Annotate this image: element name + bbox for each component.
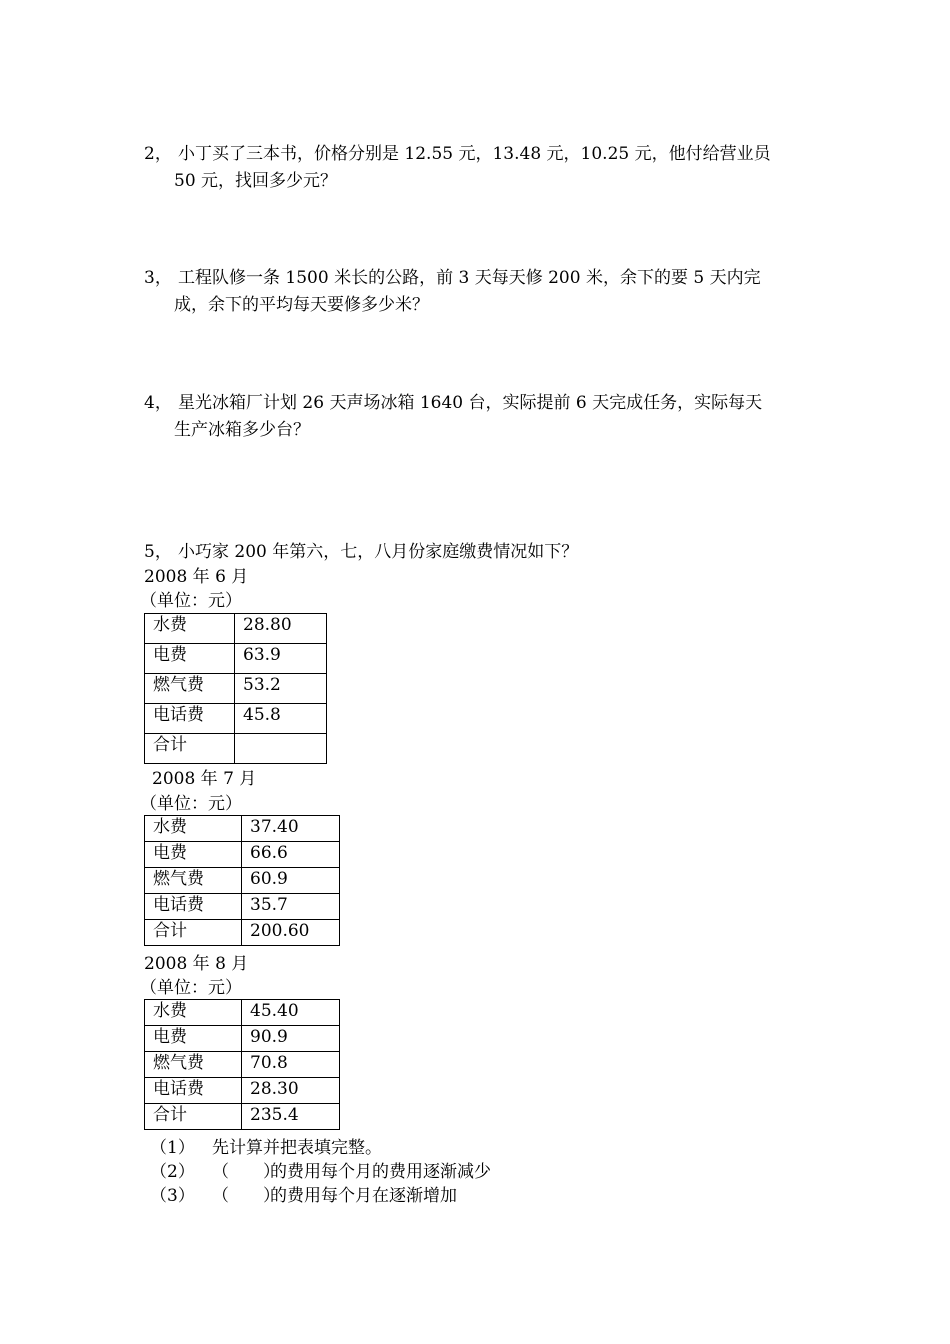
problem-text-line2: 生产冰箱多少台？ <box>174 420 310 440</box>
fee-value <box>235 734 327 764</box>
fee-value: 200.60 <box>242 920 340 946</box>
fee-value: 53.2 <box>235 674 327 704</box>
problem-2 <box>144 141 814 195</box>
fee-value: 37.40 <box>242 816 340 842</box>
fee-value: 60.9 <box>242 868 340 894</box>
problem-text: 小巧家 200 年第六，七，八月份家庭缴费情况如下？ <box>178 542 579 562</box>
fee-label: 电费 <box>145 644 235 674</box>
table-row <box>145 868 340 894</box>
problem-text-line2: 50 元，找回多少元？ <box>174 171 338 191</box>
unit-label-august: （单位：元） <box>140 978 242 998</box>
table-row <box>145 704 327 734</box>
table-row <box>145 920 340 946</box>
subquestion-1 <box>150 1137 382 1159</box>
table-row <box>145 842 340 868</box>
fee-label: 水费 <box>145 816 242 842</box>
fee-value: 35.7 <box>242 894 340 920</box>
fee-value: 28.30 <box>242 1078 340 1104</box>
fee-value: 70.8 <box>242 1052 340 1078</box>
fee-label: 水费 <box>145 1000 242 1026</box>
answer-blank[interactable]: （ ） <box>212 1162 280 1182</box>
fee-label: 电费 <box>145 842 242 868</box>
problem-text-line1: 小丁买了三本书，价格分别是 12.55 元，13.48 元，10.25 元，他付给营业员 <box>178 144 771 164</box>
problem-3 <box>144 265 814 319</box>
subquestion-3 <box>150 1185 457 1207</box>
table-row <box>145 1000 340 1026</box>
fee-label: 燃气费 <box>145 674 235 704</box>
problem-number: 2， <box>144 144 172 164</box>
month-title-july: 2008 年 7 月 <box>152 769 257 789</box>
table-row <box>145 894 340 920</box>
problem-5 <box>144 541 578 563</box>
problem-text-line1: 星光冰箱厂计划 26 天声场冰箱 1640 台，实际提前 6 天完成任务，实际每天 <box>178 393 763 413</box>
problem-number: 5， <box>144 542 172 562</box>
fee-value: 90.9 <box>242 1026 340 1052</box>
fee-label: 电费 <box>145 1026 242 1052</box>
unit-label-june: （单位：元） <box>140 591 242 611</box>
unit-label-july: （单位：元） <box>140 794 242 814</box>
fee-value: 63.9 <box>235 644 327 674</box>
fee-value: 28.80 <box>235 614 327 644</box>
subquestion-text: 先计算并把表填完整。 <box>212 1138 382 1158</box>
fee-label: 合计 <box>145 734 235 764</box>
subquestion-number: （3） <box>150 1186 195 1206</box>
subquestion-number: （2） <box>150 1162 195 1182</box>
fee-value: 45.40 <box>242 1000 340 1026</box>
subquestion-text: 的费用每个月的费用逐渐减少 <box>270 1162 491 1182</box>
month-title-june: 2008 年 6 月 <box>144 567 249 587</box>
answer-blank[interactable]: （ ） <box>212 1186 280 1206</box>
table-row <box>145 674 327 704</box>
subquestion-number: （1） <box>150 1138 195 1158</box>
fee-table-june <box>144 613 327 764</box>
table-row <box>145 1078 340 1104</box>
fee-table-august <box>144 999 340 1130</box>
month-title-august: 2008 年 8 月 <box>144 954 249 974</box>
fee-label: 合计 <box>145 1104 242 1130</box>
problem-4 <box>144 390 814 444</box>
subquestion-2 <box>150 1161 491 1183</box>
fee-value: 66.6 <box>242 842 340 868</box>
fee-label: 电话费 <box>145 1078 242 1104</box>
table-row <box>145 1026 340 1052</box>
fee-label: 电话费 <box>145 894 242 920</box>
table-row <box>145 734 327 764</box>
fee-label: 合计 <box>145 920 242 946</box>
fee-label: 燃气费 <box>145 1052 242 1078</box>
fee-table-july <box>144 815 340 946</box>
problem-number: 4， <box>144 393 172 413</box>
fee-value: 45.8 <box>235 704 327 734</box>
table-row <box>145 1052 340 1078</box>
fee-label: 燃气费 <box>145 868 242 894</box>
problem-text-line1: 工程队修一条 1500 米长的公路，前 3 天每天修 200 米，余下的要 5 天内完 <box>178 268 761 288</box>
table-row <box>145 614 327 644</box>
table-row <box>145 644 327 674</box>
fee-label: 水费 <box>145 614 235 644</box>
table-row <box>145 1104 340 1130</box>
problem-text-line2: 成，余下的平均每天要修多少米？ <box>174 295 429 315</box>
subquestion-text: 的费用每个月在逐渐增加 <box>270 1186 457 1206</box>
problem-number: 3， <box>144 268 172 288</box>
fee-value: 235.4 <box>242 1104 340 1130</box>
table-row <box>145 816 340 842</box>
fee-label: 电话费 <box>145 704 235 734</box>
